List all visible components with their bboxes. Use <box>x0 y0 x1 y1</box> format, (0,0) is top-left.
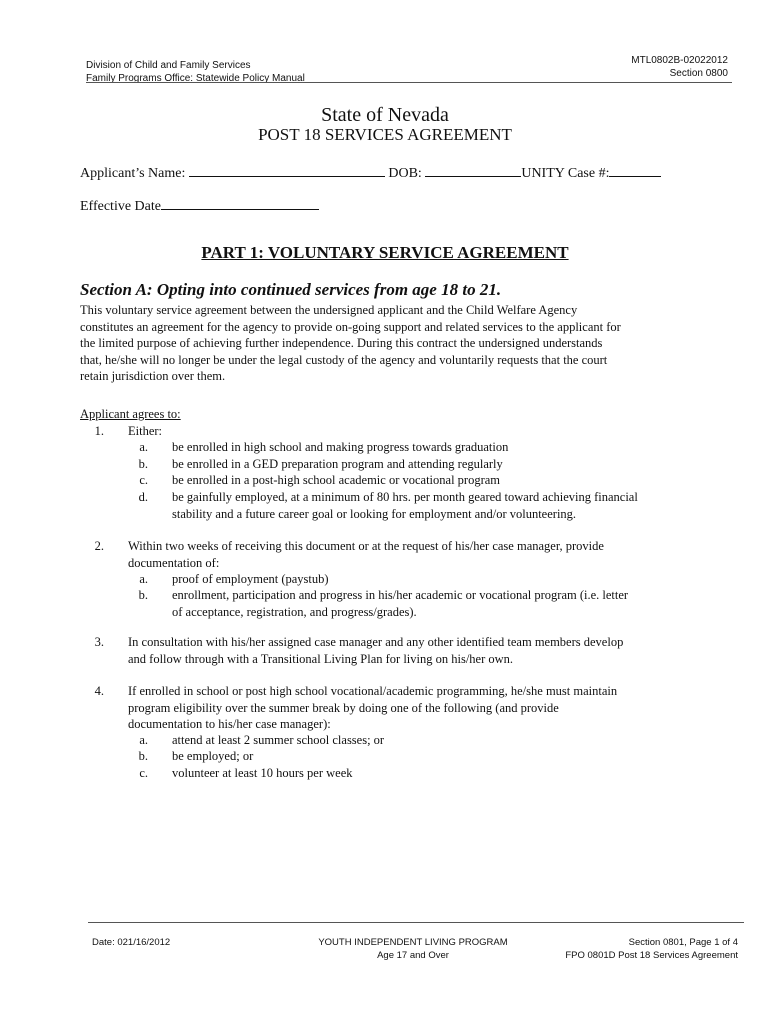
sub-item-text: attend at least 2 summer school classes; or <box>172 733 385 747</box>
sub-item-letter: a. <box>139 440 148 454</box>
footer-divider <box>88 922 744 923</box>
sub-item-text: volunteer at least 10 hours per week <box>172 766 353 780</box>
applicant-name-field[interactable] <box>189 163 385 177</box>
page-number: Section 0801, Page 1 of 4 <box>628 937 738 948</box>
office-name: Family Programs Office: Statewide Policy Manual <box>86 73 305 84</box>
section-a-paragraph <box>80 302 692 385</box>
sub-item-text: be enrolled in a post-high school academic or vocational program <box>172 473 501 487</box>
division-name: Division of Child and Family Services <box>86 60 251 71</box>
state-title: State of Nevada <box>321 104 449 126</box>
sub-item-text: be gainfully employed, at a minimum of 80 hrs. per month geared toward achieving financial <box>172 490 638 504</box>
part1-heading: PART 1: VOLUNTARY SERVICE AGREEMENT <box>201 243 569 262</box>
header-right <box>631 54 728 80</box>
paragraph-line: the limited purpose of achieving further independence. During this contract the undersigned understands <box>80 336 603 350</box>
item-text: program eligibility over the summer break by doing one of the following (and provide <box>128 700 559 715</box>
sub-item-text: be employed; or <box>172 749 254 763</box>
dob-field[interactable] <box>425 163 521 177</box>
item-text: documentation to his/her case manager): <box>128 717 331 731</box>
item-text: Within two weeks of receiving this document or at the request of his/her case manager, provide <box>128 539 604 553</box>
footer-right <box>565 936 738 962</box>
unity-case-label: UNITY Case #: <box>521 166 610 181</box>
sub-item-letter: b. <box>138 749 148 763</box>
sub-item-text: stability and a future career goal or looking for employment and/or volunteering. <box>172 506 577 521</box>
footer-program <box>290 936 536 962</box>
item-text: If enrolled in school or post high school vocational/academic programming, he/she must maintain <box>128 684 618 698</box>
dob-label: DOB: <box>388 166 422 181</box>
sub-item-letter: d. <box>138 490 148 504</box>
sub-item-text: proof of employment (paystub) <box>172 572 329 586</box>
applicant-info-row <box>80 163 661 182</box>
sub-item-letter: b. <box>138 588 148 602</box>
paragraph-line: constitutes an agreement for the agency to provide on-going support and related services to the applicant for <box>80 319 621 334</box>
item-text: Either: <box>128 424 163 438</box>
sub-item-text: enrollment, participation and progress in his/her academic or vocational program (i.e. letter <box>172 588 629 602</box>
sub-item-text: be enrolled in a GED preparation program and attending regularly <box>172 457 503 471</box>
sub-item-letter: c. <box>139 766 148 780</box>
sub-item-letter: c. <box>139 473 148 487</box>
sub-item-text: of acceptance, registration, and progress/grades). <box>172 604 417 619</box>
item-number: 4. <box>94 684 104 698</box>
sub-item-letter: a. <box>139 572 148 586</box>
document-code: MTL0802B-02022012 <box>631 55 728 66</box>
effective-date-row <box>80 196 319 215</box>
item-text: documentation of: <box>128 555 220 570</box>
applicant-agrees-label: Applicant agrees to: <box>80 407 181 421</box>
effective-date-field[interactable] <box>161 196 319 210</box>
paragraph-line: This voluntary service agreement between the undersigned applicant and the Child Welfare Agency <box>80 303 578 317</box>
item-text: In consultation with his/her assigned case manager and any other identified team members develop <box>128 635 624 649</box>
item-text: and follow through with a Transitional Living Plan for living on his/her own. <box>128 651 514 666</box>
applicant-name-label: Applicant’s Name: <box>80 166 186 181</box>
program-name: YOUTH INDEPENDENT LIVING PROGRAM <box>318 937 508 948</box>
unity-case-field[interactable] <box>609 163 661 177</box>
sub-item-text: be enrolled in high school and making progress towards graduation <box>172 440 509 454</box>
paragraph-line: retain jurisdiction over them. <box>80 369 226 383</box>
agreement-title: POST 18 SERVICES AGREEMENT <box>258 125 512 144</box>
footer-date: Date: 021/16/2012 <box>92 937 171 948</box>
header-section: Section 0800 <box>669 68 728 79</box>
header-divider <box>86 82 732 83</box>
program-age: Age 17 and Over <box>377 950 449 961</box>
sub-item-letter: a. <box>139 733 148 747</box>
item-number: 1. <box>94 424 104 438</box>
sub-item-letter: b. <box>138 457 148 471</box>
item-number: 2. <box>94 539 104 553</box>
effective-date-label: Effective Date <box>80 199 161 214</box>
item-number: 3. <box>94 635 104 649</box>
section-a-heading: Section A: Opting into continued services from age 18 to 21. <box>80 280 502 299</box>
form-name: FPO 0801D Post 18 Services Agreement <box>565 950 738 961</box>
paragraph-line: that, he/she will no longer be under the legal custody of the agency and voluntarily requests that the court <box>80 352 608 367</box>
